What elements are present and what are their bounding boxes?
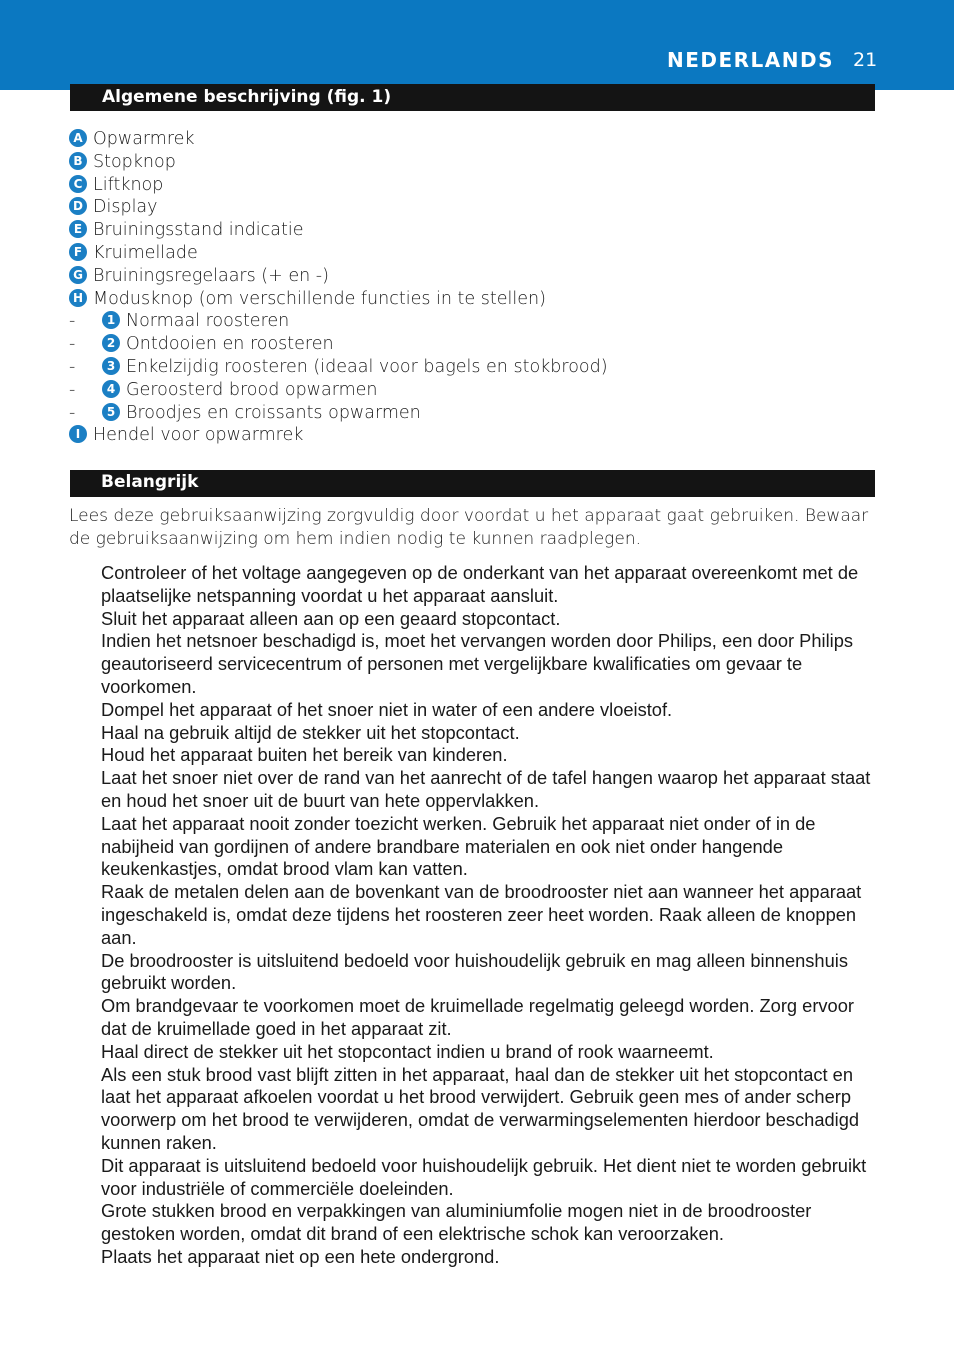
sub-list-item: [69, 333, 608, 356]
part-label: Hendel voor opwarmrek: [93, 425, 304, 446]
warning-item: Plaats het apparaat niet op een hete ondergrond.: [101, 1245, 500, 1267]
mode-label: Geroosterd brood opwarmen: [126, 379, 378, 400]
number-badge: 1: [102, 311, 120, 329]
mode-label: Ontdooien en roosteren: [126, 334, 334, 355]
warning-item: Indien het netsnoer beschadigd is, moet het vervangen worden door Philips, een door Philips geautoriseerd servicecentrum of personen met vergelijkbare kwalificaties om gevaar te voorkomen.: [101, 630, 854, 697]
letter-badge: F: [69, 243, 87, 261]
section-heading-general-description: [70, 84, 875, 111]
letter-badge: H: [69, 289, 87, 307]
mode-label: Enkelzijdig roosteren (ideaal voor bagels en stokbrood): [126, 356, 608, 377]
sub-list-item: [69, 379, 608, 402]
list-item: [69, 196, 608, 219]
letter-badge: G: [69, 266, 87, 284]
warning-item: Raak de metalen delen aan de bovenkant van de broodrooster niet aan wanneer het apparaat ingeschakeld is, omdat deze tijdens het roosteren zeer heet worden. Raak alleen de knoppen aan.: [101, 881, 862, 948]
letter-badge: D: [69, 197, 87, 215]
section-title: Algemene beschrijving (fig. 1): [102, 87, 392, 107]
parts-list: [69, 128, 608, 447]
warning-item: Grote stukken brood en verpakkingen van aluminiumfolie mogen niet in de broodrooster gestoken worden, omdat dit brand of een elektrische schok kan veroorzaken.: [101, 1200, 812, 1245]
dash: -: [69, 379, 76, 400]
sub-list-item: [69, 310, 608, 333]
list-item: [69, 128, 608, 151]
list-item: [69, 265, 608, 288]
letter-badge: I: [69, 425, 87, 443]
list-item: [69, 288, 608, 311]
part-label: Modusknop (om verschillende functies in te stellen): [93, 288, 546, 309]
warning-item: Laat het apparaat nooit zonder toezicht werken. Gebruik het apparaat niet onder of in de nabijheid van gordijnen of andere brandbare materialen en ook niet onder hangende keukenkastjes, omdat brood vlam kan vatten.: [101, 812, 816, 880]
number-badge: 3: [102, 357, 120, 375]
list-item: [69, 424, 608, 447]
letter-badge: C: [69, 175, 87, 193]
warning-item: Controleer of het voltage aangegeven op de onderkant van het apparaat overeenkomt met de plaatselijke netspanning voordat u het apparaat aansluit.: [101, 562, 859, 606]
warning-item: Sluit het apparaat alleen aan op een geaard stopcontact.: [101, 607, 561, 629]
number-badge: 4: [102, 380, 120, 398]
warning-item: Haal na gebruik altijd de stekker uit het stopcontact.: [101, 721, 520, 743]
mode-label: Broodjes en croissants opwarmen: [126, 402, 421, 423]
part-label: Bruiningsregelaars (+ en -): [93, 265, 329, 286]
letter-badge: E: [69, 220, 87, 238]
language-label: NEDERLANDS: [666, 48, 834, 72]
warning-item: Dit apparaat is uitsluitend bedoeld voor huishoudelijk gebruik. Het dient niet te worden gebruikt voor industriële of commerciële doeleinden.: [101, 1154, 867, 1199]
mode-label: Normaal roosteren: [126, 311, 290, 332]
warning-item: Als een stuk brood vast blijft zitten in het apparaat, haal dan de stekker uit het stopcontact en laat het apparaat afkoelen voordat u het brood verwijdert. Gebruik geen mes of ander scherp voorwerp om het brood te verwijderen, omdat de verwarmingselementen hierdoor beschadigd kunnen raken.: [101, 1063, 860, 1153]
part-label: Kruimellade: [93, 242, 198, 263]
part-label: Liftknop: [93, 174, 164, 195]
warning-item: Haal direct de stekker uit het stopcontact indien u brand of rook waarneemt.: [101, 1040, 714, 1062]
dash: -: [69, 311, 76, 332]
section-title: Belangrijk: [101, 472, 199, 492]
list-item: [69, 219, 608, 242]
part-label: Bruiningsstand indicatie: [93, 220, 304, 241]
part-label: Display: [93, 197, 158, 218]
warning-item: Houd het apparaat buiten het bereik van kinderen.: [101, 744, 508, 766]
letter-badge: B: [69, 152, 87, 170]
list-item: [69, 151, 608, 174]
list-item: [69, 242, 608, 265]
warning-item: Om brandgevaar te voorkomen moet de kruimellade regelmatig geleegd worden. Zorg ervoor dat de kruimellade goed in het apparaat zit.: [101, 995, 854, 1039]
dash: -: [69, 334, 76, 355]
sub-list-item: [69, 402, 608, 425]
intro-paragraph: Lees deze gebruiksaanwijzing zorgvuldig door voordat u het apparaat gaat gebruiken. Bewaar de gebruiksaanwijzing om hem indien nodig te kunnen raadplegen.: [69, 506, 869, 549]
dash: -: [69, 356, 76, 377]
number-badge: 2: [102, 334, 120, 352]
dash: -: [69, 402, 76, 423]
warning-item: Laat het snoer niet over de rand van het aanrecht of de tafel hangen waarop het apparaat staat en houd het snoer uit de buurt van hete oppervlakken.: [101, 767, 871, 811]
page-number: 21: [853, 49, 878, 71]
part-label: Stopknop: [93, 151, 176, 172]
letter-badge: A: [69, 129, 87, 147]
page-header-bar: [0, 0, 954, 90]
list-item: [69, 174, 608, 197]
part-label: Opwarmrek: [93, 129, 195, 149]
warnings-list: [101, 562, 881, 1269]
warning-item: Dompel het apparaat of het snoer niet in water of een andere vloeistof.: [101, 698, 673, 720]
sub-list-item: [69, 356, 608, 379]
section-heading-important: [70, 470, 875, 497]
number-badge: 5: [102, 403, 120, 421]
warning-item: De broodrooster is uitsluitend bedoeld voor huishoudelijk gebruik en mag alleen binnenshuis gebruikt worden.: [101, 949, 848, 994]
